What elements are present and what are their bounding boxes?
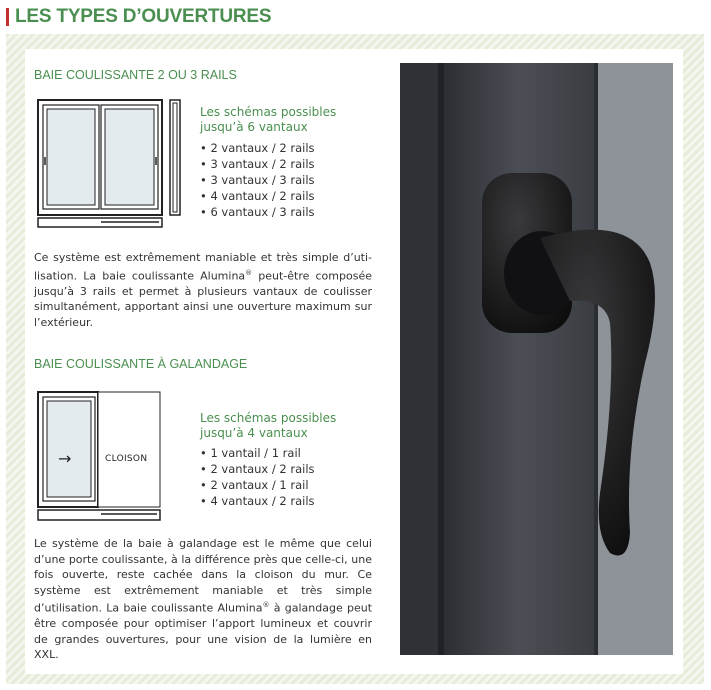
list-item: • 3 vantaux / 2 rails [200, 156, 315, 172]
list-item: • 6 vantaux / 3 rails [200, 204, 315, 220]
paragraph-text: Le système de la baie à galandage est le même que celui d’une porte coulissante, à la différence près que celle-ci, une fois ouverte, reste cachée dans la cloison du mur. Ce système est extrêmement maniable et très simple d’utilisation. La baie coulissante Alumina [34, 537, 372, 615]
schemes-title-line2: jusqu’à 4 vantaux [200, 426, 308, 440]
page-header [0, 0, 711, 34]
page-title: LES TYPES D’OUVERTURES [15, 6, 272, 27]
paragraph-text: peut-être composée jusqu’à 3 rails et permet à plusieurs vantaux de coulisser simultanément, apportant ainsi une ouverture maximum sur l’extérieur. [34, 269, 372, 329]
schemes-title-line1: Les schémas possibles [200, 105, 337, 119]
red-bar-icon [6, 8, 9, 26]
schemes-title-line1: Les schémas possibles [200, 411, 337, 425]
paragraph-text: à galandage peut être composée pour optimiser l’apport lumineux et couvrir de grandes ouvertures, pour une vision de la lumière en XXL. [34, 601, 373, 662]
list-item: • 3 vantaux / 3 rails [200, 172, 315, 188]
section1-paragraph [34, 250, 372, 330]
list-item: • 2 vantaux / 2 rails [200, 461, 315, 477]
hatched-frame [6, 34, 704, 684]
sliding-2-rails-diagram [35, 99, 185, 229]
section2-paragraph [34, 536, 372, 663]
list-item: • 2 vantaux / 2 rails [200, 140, 315, 156]
content-panel [25, 49, 683, 674]
section1-schemes-title [200, 105, 336, 135]
section2-list [200, 445, 315, 509]
section2-title: BAIE COULISSANTE À GALANDAGE [34, 357, 248, 371]
registered-mark: ® [245, 268, 253, 277]
list-item: • 2 vantaux / 1 rail [200, 477, 315, 493]
list-item: • 4 vantaux / 2 rails [200, 493, 315, 509]
partition-label: CLOISON [105, 454, 148, 464]
section1-list [200, 140, 315, 220]
registered-mark: ® [262, 601, 270, 609]
list-item: • 1 vantail / 1 rail [200, 445, 315, 461]
section2-schemes-title [200, 411, 336, 441]
section1-title: BAIE COULISSANTE 2 OU 3 RAILS [34, 68, 237, 82]
paragraph-text: Ce système est extrêmement maniable et très simple d’uti-lisation. La baie coulissante Alumina [34, 251, 372, 283]
window-handle-photo-icon [400, 63, 673, 655]
list-item: • 4 vantaux / 2 rails [200, 188, 315, 204]
schemes-title-line2: jusqu’à 6 vantaux [200, 120, 308, 134]
arrow-right-icon: → [58, 449, 72, 468]
